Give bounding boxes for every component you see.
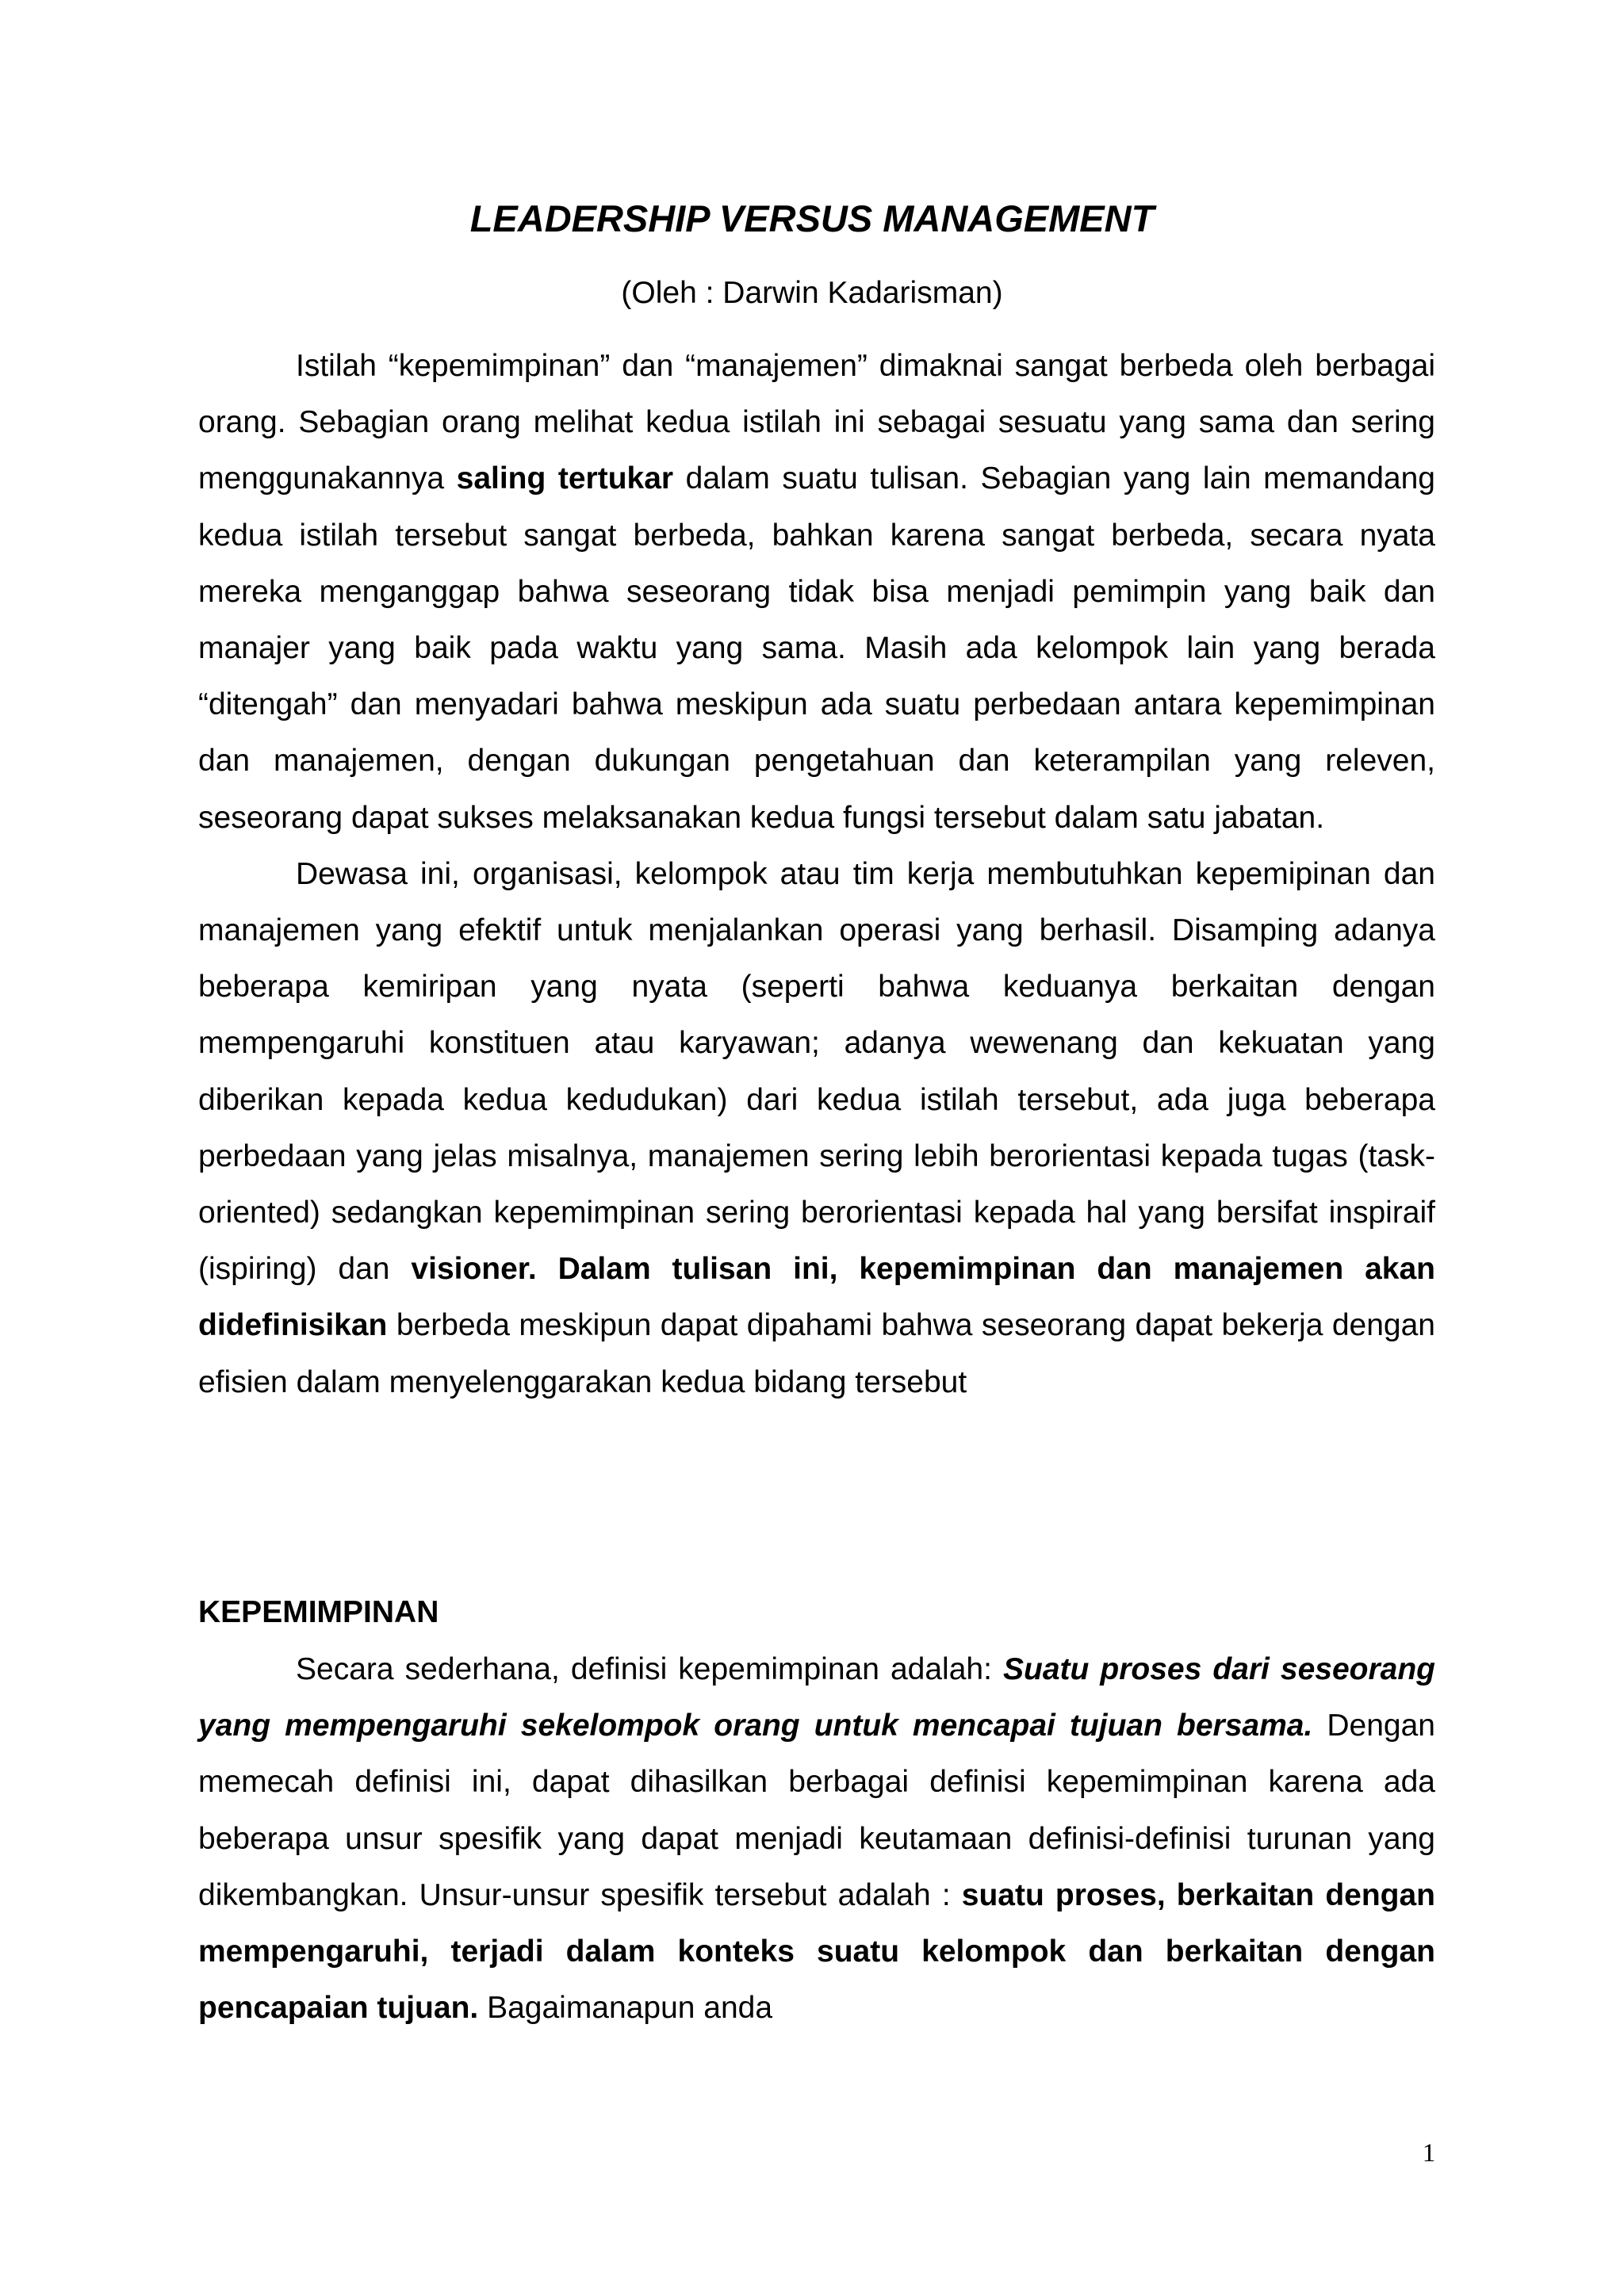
paragraph-3-definition: Suatu proses dari seseorang yang mempengaruhi sekelompok orang untuk mencapai tujuan bersama. bbox=[198, 1652, 1435, 1743]
page-number: 1 bbox=[1422, 2139, 1436, 2168]
paragraph-1-bold: saling tertukar bbox=[456, 461, 674, 496]
paragraph-3 bbox=[198, 1641, 1435, 2036]
paragraph-2 bbox=[198, 846, 1435, 1410]
paragraph-2-text-a: Dewasa ini, organisasi, kelompok atau tim kerja membutuhkan kepemipinan dan manajemen yang efektif untuk menjalankan operasi yang berhasil. Disamping adanya beberapa kemiripan yang nyata (seperti bahwa keduanya berkaitan dengan mempengaruhi konstituen atau karyawan; adanya wewenang dan kekuatan yang diberikan kepada kedua kedudukan) dari kedua istilah tersebut, ada juga beberapa perbedaan yang jelas misalnya, manajemen sering lebih berorientasi kepada tugas (task-oriented) sedangkan kepemimpinan sering berorientasi kepada hal yang bersifat inspiraif (ispiring) dan bbox=[198, 856, 1435, 1287]
paragraph-3-text-c: Bagaimanapun anda bbox=[478, 1991, 773, 2026]
document-title: LEADERSHIP VERSUS MANAGEMENT bbox=[469, 197, 1155, 239]
section-heading: KEPEMIMPINAN bbox=[198, 1595, 439, 1629]
intro-section bbox=[198, 338, 1435, 1410]
paragraph-2-bold: visioner. Dalam tulisan ini, kepemimpinan dan manajemen akan didefinisikan bbox=[198, 1252, 1435, 1343]
paragraph-3-text-b: Dengan memecah definisi ini, dapat dihasilkan berbagai definisi kepemimpinan karena ada beberapa unsur spesifik yang dapat menjadi keutamaan definisi-definisi turunan yang dikembangkan. Unsur-unsur spesifik tersebut adalah : bbox=[198, 1709, 1436, 1912]
paragraph-1-text-a: Istilah “kepemimpinan” dan “manajemen” dimaknai sangat berbeda oleh berbagai orang. Sebagian orang melihat kedua istilah ini sebagai sesuatu yang sama dan sering menggunakannya bbox=[198, 349, 1435, 496]
leadership-section bbox=[198, 1641, 1435, 2036]
paragraph-2-text-b: berbeda meskipun dapat dipahami bahwa seseorang dapat bekerja dengan efisien dalam menyelenggarakan kedua bidang tersebut bbox=[198, 1308, 1435, 1399]
paragraph-1 bbox=[198, 338, 1435, 846]
author-line: (Oleh : Darwin Kadarisman) bbox=[621, 276, 1003, 310]
paragraph-3-text-a: Secara sederhana, definisi kepemimpinan adalah: bbox=[296, 1652, 1003, 1686]
paragraph-1-text-b: dalam suatu tulisan. Sebagian yang lain memandang kedua istilah tersebut sangat berbeda, bahkan karena sangat berbeda, secara nyata mereka menganggap bahwa seseorang tidak bisa menjadi pemimpin yang baik dan manajer yang baik pada waktu yang sama. Masih ada kelompok lain yang berada “ditengah” dan menyadari bahwa meskipun ada suatu perbedaan antara kepemimpinan dan manajemen, dengan dukungan pengetahuan dan keterampilan yang releven, seseorang dapat sukses melaksanakan kedua fungsi tersebut dalam satu jabatan. bbox=[198, 461, 1435, 835]
paragraph-3-bold: suatu proses, berkaitan dengan mempengaruhi, terjadi dalam konteks suatu kelompok dan berkaitan dengan pencapaian tujuan. bbox=[198, 1877, 1435, 2026]
